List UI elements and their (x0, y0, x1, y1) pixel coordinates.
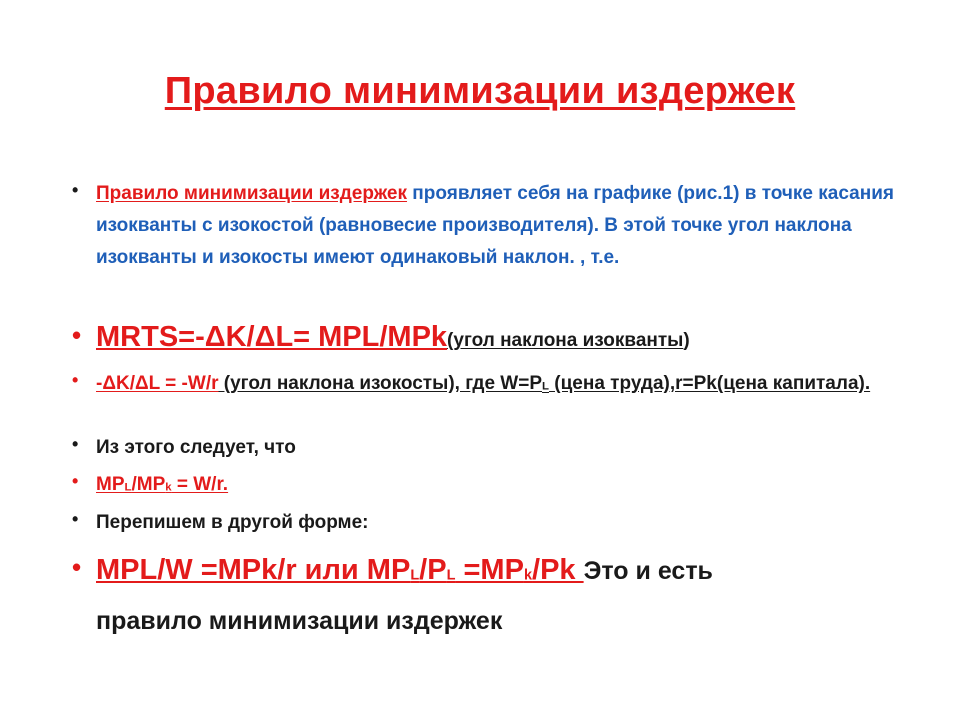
list-item-conclusion: Из этого следует, что (96, 437, 296, 458)
rule-tail-b: правило минимизации издержек (96, 606, 503, 635)
isocost-formula: -ΔK/ΔL = -W/r (96, 373, 219, 394)
ratio-b: /MP (131, 474, 166, 495)
mrts-formula: MRTS=-ΔK/ΔL= MPL/MPk (96, 321, 448, 353)
isocost-sub-l: L (542, 380, 549, 393)
definition-term: Правило минимизации издержек (96, 183, 408, 204)
rule-a: MPL/W =MPk/r или MP (96, 554, 411, 586)
mrts-note: (угол наклона изокванты (447, 330, 684, 351)
list-item-definition (96, 178, 916, 274)
bullet-icon: • (72, 509, 79, 529)
list-item-isocost (96, 368, 916, 403)
rule-formula (96, 554, 584, 586)
ratio-sub-k: k (165, 481, 172, 494)
page-title: Правило минимизации издержек (164, 70, 796, 112)
bullet-icon: • (72, 320, 82, 350)
rule-sub-k: k (523, 567, 533, 584)
rule-sub-l2: L (446, 567, 456, 584)
rule-d: /Pk (532, 554, 584, 586)
rule-b: /P (419, 554, 447, 586)
bullet-icon: • (72, 180, 79, 200)
list-item-rule (96, 548, 916, 643)
ratio-c: = W/r. (171, 474, 229, 495)
isocost-text-a: (угол наклона изокосты), где W=P (218, 373, 543, 394)
bullet-icon: • (72, 434, 79, 454)
rule-tail-a: Это и есть (583, 557, 713, 585)
mrts-close: ) (683, 330, 690, 351)
bullet-icon: • (72, 370, 79, 390)
definition-text: проявляет себя на графике (рис.1) в точке касания изокванты с изокостой (равновесие производителя). В этой точке угол наклона изокванты и изокосты имеют одинаковый наклон. , т.е. (96, 183, 894, 268)
bullet-icon: • (72, 471, 79, 491)
rule-sub-l: L (410, 567, 420, 584)
ratio-a: MP (96, 474, 125, 495)
list-item-rewrite: Перепишем в другой форме: (96, 512, 369, 533)
rule-c: =MP (455, 554, 524, 586)
list-item-mrts (96, 318, 916, 360)
isocost-text-b: (цена труда),r=Pk(цена капитала). (548, 373, 871, 394)
ratio-sub-l: L (124, 481, 132, 494)
list-item-ratio (96, 469, 916, 504)
bullet-icon: • (72, 552, 82, 582)
